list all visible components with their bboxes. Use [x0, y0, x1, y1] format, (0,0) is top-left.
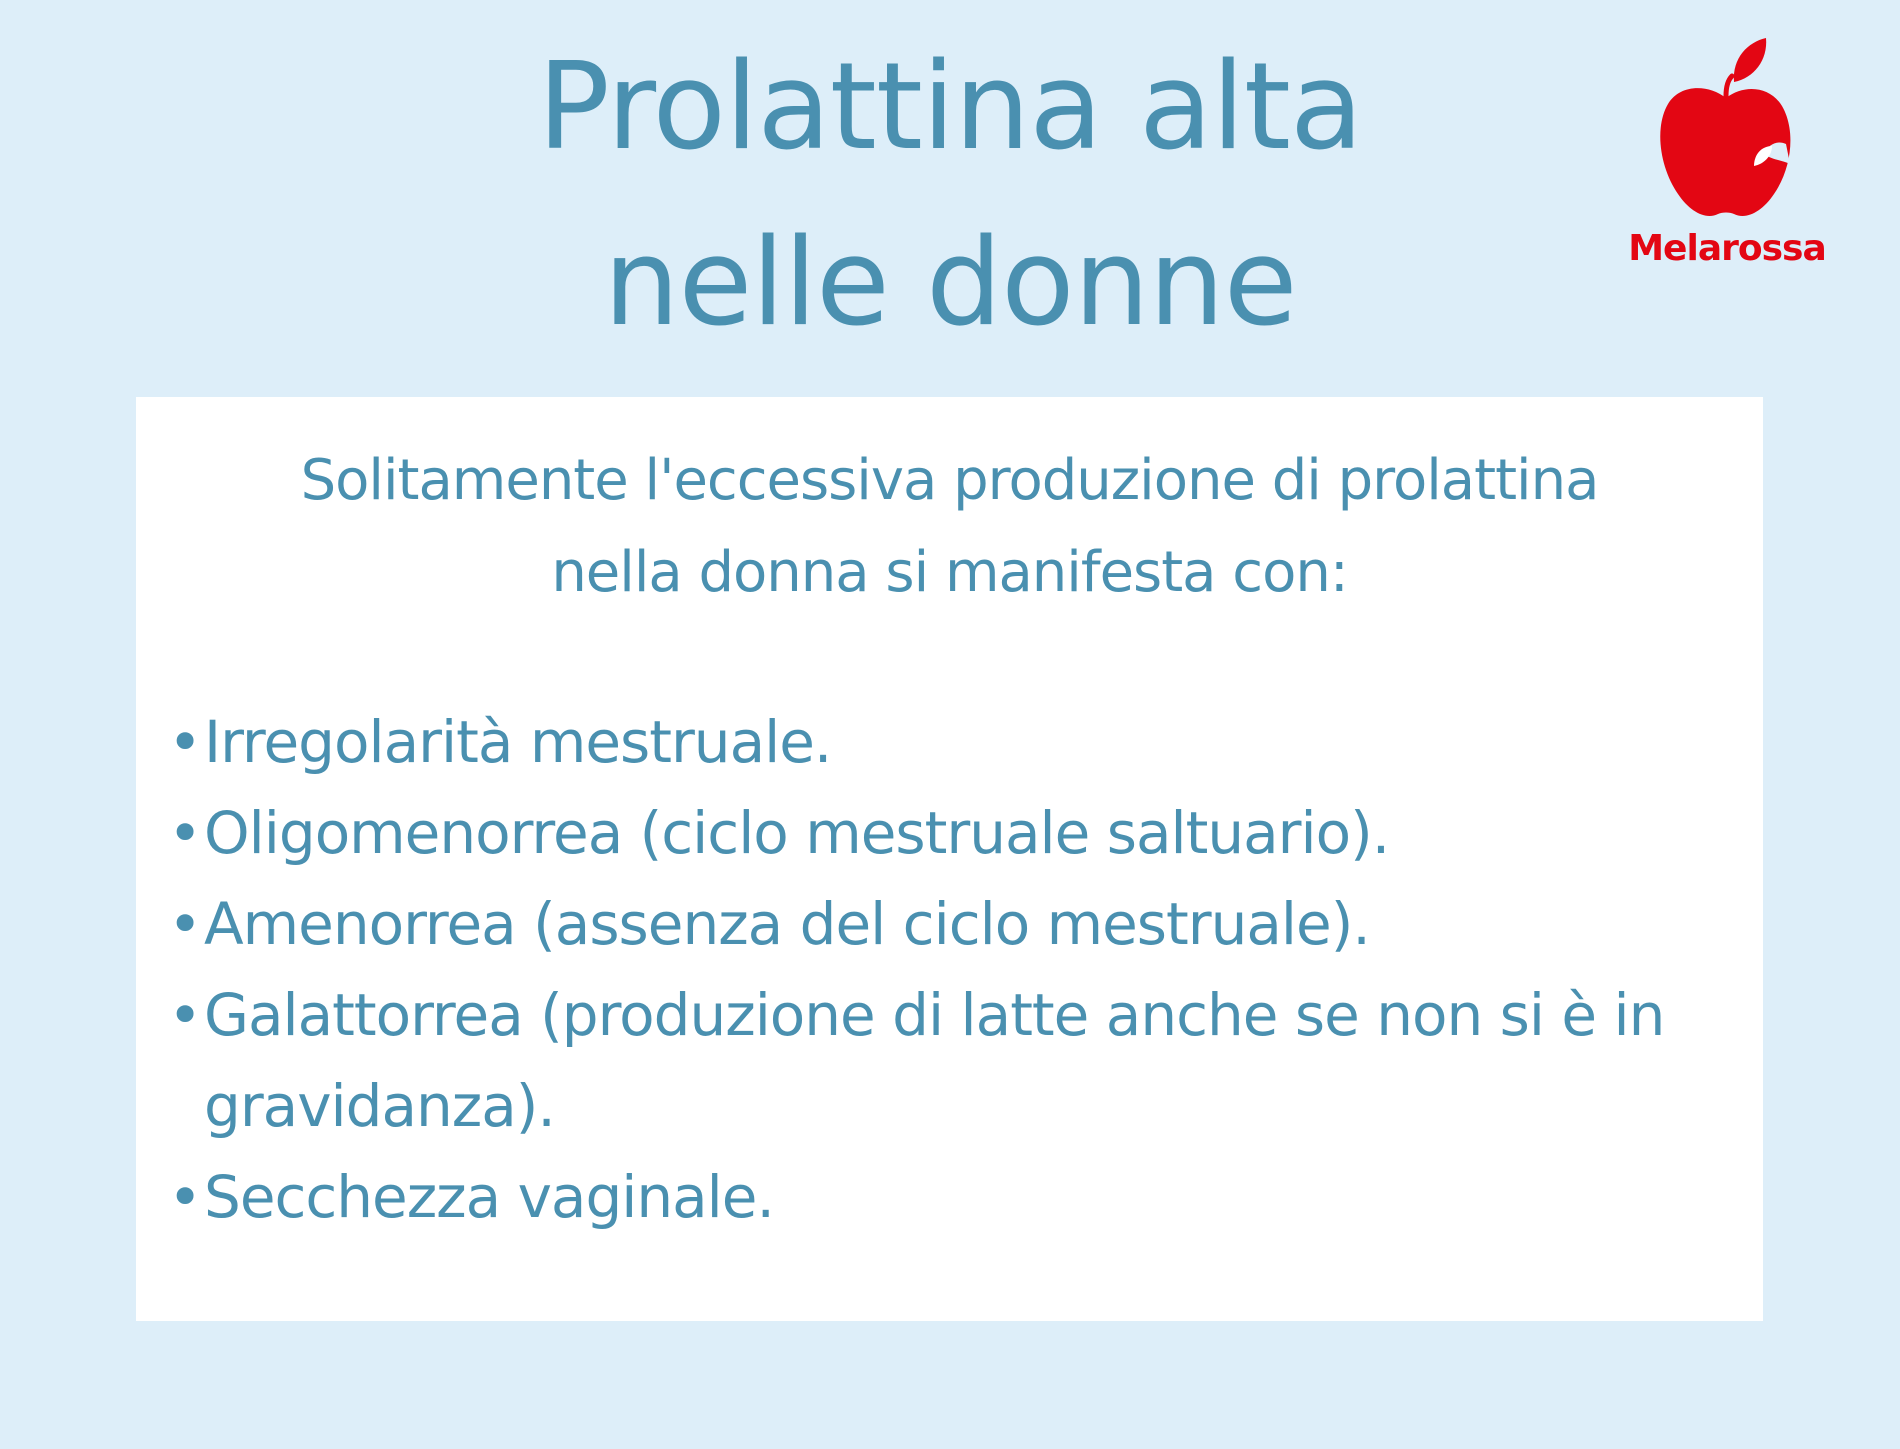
- list-item-text: Galattorrea (produzione di latte anche se non si è in gravidanza).: [204, 981, 1665, 1140]
- intro-line-2: nella donna si manifesta con:: [551, 540, 1348, 605]
- bullet-icon: •: [168, 799, 202, 867]
- symptom-list: [168, 697, 1748, 1243]
- bullet-icon: •: [168, 708, 202, 776]
- intro-text: [136, 435, 1763, 619]
- intro-line-1: Solitamente l'eccessiva produzione di prolattina: [300, 448, 1599, 513]
- title-line-1: Prolattina alta: [537, 38, 1363, 177]
- list-item: [168, 697, 1748, 788]
- content-card: [136, 397, 1763, 1321]
- title-line-2: nelle donne: [603, 214, 1297, 353]
- list-item-text: Amenorrea (assenza del ciclo mestruale).: [204, 890, 1370, 958]
- brand-name: Melarossa: [1628, 228, 1826, 269]
- list-item: [168, 1152, 1748, 1243]
- list-item-text: Oligomenorrea (ciclo mestruale saltuario).: [204, 799, 1390, 867]
- list-item: [168, 970, 1748, 1152]
- bullet-icon: •: [168, 1163, 202, 1231]
- red-apple-icon: [1656, 36, 1796, 226]
- list-item: [168, 879, 1748, 970]
- bullet-icon: •: [168, 981, 202, 1049]
- list-item-text: Secchezza vaginale.: [204, 1163, 774, 1231]
- bullet-icon: •: [168, 890, 202, 958]
- list-item: [168, 788, 1748, 879]
- brand-logo: [1612, 36, 1842, 286]
- list-item-text: Irregolarità mestruale.: [204, 708, 832, 776]
- page-title: [380, 20, 1520, 372]
